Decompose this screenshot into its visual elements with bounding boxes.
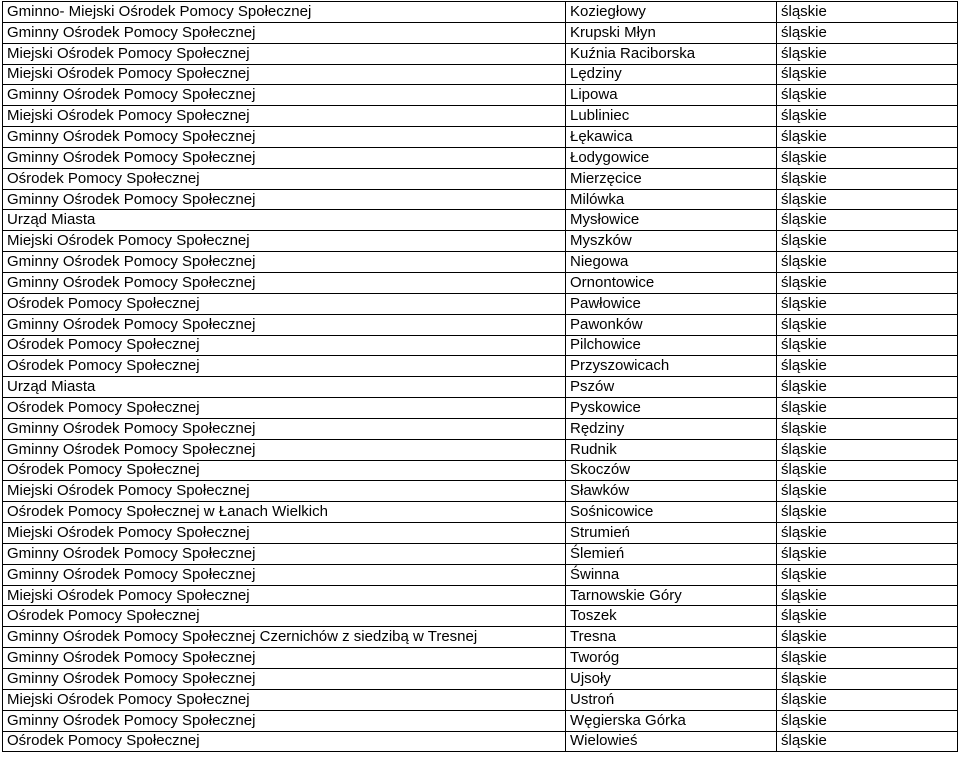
municipality-cell: Toszek [566,606,777,627]
table-row [3,210,958,231]
municipality-cell: Świnna [566,564,777,585]
table-row [3,85,958,106]
institution-name-cell: Gminny Ośrodek Pomocy Społecznej [3,85,566,106]
institution-name-cell: Gminny Ośrodek Pomocy Społecznej [3,439,566,460]
voivodeship-cell: śląskie [777,606,958,627]
voivodeship-cell: śląskie [777,272,958,293]
table-row [3,106,958,127]
voivodeship-cell: śląskie [777,64,958,85]
voivodeship-cell: śląskie [777,314,958,335]
voivodeship-cell: śląskie [777,731,958,752]
voivodeship-cell: śląskie [777,689,958,710]
institution-name-cell: Miejski Ośrodek Pomocy Społecznej [3,231,566,252]
table-body [3,2,958,752]
municipality-cell: Węgierska Górka [566,710,777,731]
municipality-cell: Lędziny [566,64,777,85]
institution-name-cell: Gminno- Miejski Ośrodek Pomocy Społecznej [3,2,566,23]
table-row [3,22,958,43]
institution-name-cell: Miejski Ośrodek Pomocy Społecznej [3,106,566,127]
table-row [3,64,958,85]
municipality-cell: Myszków [566,231,777,252]
voivodeship-cell: śląskie [777,460,958,481]
municipality-cell: Ślemień [566,543,777,564]
institution-name-cell: Miejski Ośrodek Pomocy Społecznej [3,585,566,606]
institution-name-cell: Ośrodek Pomocy Społecznej [3,293,566,314]
table-row [3,335,958,356]
voivodeship-cell: śląskie [777,627,958,648]
municipality-cell: Strumień [566,523,777,544]
table-row [3,627,958,648]
table-row [3,231,958,252]
table-row [3,293,958,314]
voivodeship-cell: śląskie [777,106,958,127]
municipality-cell: Sośnicowice [566,502,777,523]
municipality-cell: Ustroń [566,689,777,710]
institution-name-cell: Gminny Ośrodek Pomocy Społecznej [3,189,566,210]
institution-name-cell: Ośrodek Pomocy Społecznej [3,168,566,189]
municipality-cell: Lubliniec [566,106,777,127]
table-row [3,669,958,690]
voivodeship-cell: śląskie [777,85,958,106]
table-row [3,731,958,752]
institution-name-cell: Gminny Ośrodek Pomocy Społecznej [3,543,566,564]
table-row [3,418,958,439]
voivodeship-cell: śląskie [777,168,958,189]
voivodeship-cell: śląskie [777,231,958,252]
institution-name-cell: Gminny Ośrodek Pomocy Społecznej [3,710,566,731]
table-row [3,2,958,23]
voivodeship-cell: śląskie [777,252,958,273]
institution-name-cell: Gminny Ośrodek Pomocy Społecznej Czernichów z siedzibą w Tresnej [3,627,566,648]
table-row [3,377,958,398]
institution-name-cell: Ośrodek Pomocy Społecznej [3,335,566,356]
table-row [3,189,958,210]
table-row [3,168,958,189]
institutions-table [2,1,958,752]
institution-name-cell: Gminny Ośrodek Pomocy Społecznej [3,147,566,168]
institution-name-cell: Ośrodek Pomocy Społecznej [3,398,566,419]
table-row [3,543,958,564]
municipality-cell: Ujsoły [566,669,777,690]
voivodeship-cell: śląskie [777,418,958,439]
municipality-cell: Łękawica [566,127,777,148]
voivodeship-cell: śląskie [777,127,958,148]
voivodeship-cell: śląskie [777,585,958,606]
table-row [3,127,958,148]
municipality-cell: Milówka [566,189,777,210]
institution-name-cell: Gminny Ośrodek Pomocy Społecznej [3,22,566,43]
table-row [3,398,958,419]
voivodeship-cell: śląskie [777,648,958,669]
voivodeship-cell: śląskie [777,22,958,43]
municipality-cell: Pawłowice [566,293,777,314]
institution-name-cell: Gminny Ośrodek Pomocy Społecznej [3,669,566,690]
institution-name-cell: Gminny Ośrodek Pomocy Społecznej [3,314,566,335]
voivodeship-cell: śląskie [777,147,958,168]
voivodeship-cell: śląskie [777,189,958,210]
institution-name-cell: Gminny Ośrodek Pomocy Społecznej [3,127,566,148]
voivodeship-cell: śląskie [777,356,958,377]
institution-name-cell: Ośrodek Pomocy Społecznej w Łanach Wielkich [3,502,566,523]
table-row [3,710,958,731]
voivodeship-cell: śląskie [777,669,958,690]
voivodeship-cell: śląskie [777,2,958,23]
institution-name-cell: Ośrodek Pomocy Społecznej [3,606,566,627]
table-row [3,585,958,606]
voivodeship-cell: śląskie [777,543,958,564]
institution-name-cell: Ośrodek Pomocy Społecznej [3,356,566,377]
voivodeship-cell: śląskie [777,398,958,419]
institution-name-cell: Gminny Ośrodek Pomocy Społecznej [3,648,566,669]
institution-name-cell: Urząd Miasta [3,210,566,231]
voivodeship-cell: śląskie [777,564,958,585]
table-row [3,252,958,273]
municipality-cell: Pyskowice [566,398,777,419]
voivodeship-cell: śląskie [777,210,958,231]
voivodeship-cell: śląskie [777,481,958,502]
municipality-cell: Sławków [566,481,777,502]
municipality-cell: Kuźnia Raciborska [566,43,777,64]
voivodeship-cell: śląskie [777,710,958,731]
municipality-cell: Pilchowice [566,335,777,356]
municipality-cell: Tworóg [566,648,777,669]
municipality-cell: Tarnowskie Góry [566,585,777,606]
table-row [3,272,958,293]
voivodeship-cell: śląskie [777,335,958,356]
institution-name-cell: Ośrodek Pomocy Społecznej [3,460,566,481]
institution-name-cell: Gminny Ośrodek Pomocy Społecznej [3,418,566,439]
table-row [3,481,958,502]
institution-name-cell: Miejski Ośrodek Pomocy Społecznej [3,689,566,710]
table-row [3,523,958,544]
municipality-cell: Skoczów [566,460,777,481]
voivodeship-cell: śląskie [777,43,958,64]
table-row [3,43,958,64]
institution-name-cell: Urząd Miasta [3,377,566,398]
institution-name-cell: Miejski Ośrodek Pomocy Społecznej [3,64,566,85]
table-row [3,564,958,585]
municipality-cell: Rędziny [566,418,777,439]
table-row [3,314,958,335]
institution-name-cell: Gminny Ośrodek Pomocy Społecznej [3,252,566,273]
table-row [3,689,958,710]
municipality-cell: Pszów [566,377,777,398]
table-row [3,606,958,627]
municipality-cell: Krupski Młyn [566,22,777,43]
voivodeship-cell: śląskie [777,523,958,544]
table-row [3,147,958,168]
municipality-cell: Lipowa [566,85,777,106]
institution-name-cell: Miejski Ośrodek Pomocy Społecznej [3,523,566,544]
voivodeship-cell: śląskie [777,502,958,523]
municipality-cell: Łodygowice [566,147,777,168]
table-row [3,356,958,377]
municipality-cell: Mysłowice [566,210,777,231]
voivodeship-cell: śląskie [777,377,958,398]
institution-name-cell: Gminny Ośrodek Pomocy Społecznej [3,272,566,293]
institution-name-cell: Ośrodek Pomocy Społecznej [3,731,566,752]
table-row [3,648,958,669]
institution-name-cell: Gminny Ośrodek Pomocy Społecznej [3,564,566,585]
voivodeship-cell: śląskie [777,439,958,460]
municipality-cell: Niegowa [566,252,777,273]
table-row [3,502,958,523]
municipality-cell: Wielowieś [566,731,777,752]
municipality-cell: Ornontowice [566,272,777,293]
institution-name-cell: Miejski Ośrodek Pomocy Społecznej [3,481,566,502]
table-row [3,439,958,460]
municipality-cell: Mierzęcice [566,168,777,189]
table-row [3,460,958,481]
municipality-cell: Koziegłowy [566,2,777,23]
municipality-cell: Przyszowicach [566,356,777,377]
institution-name-cell: Miejski Ośrodek Pomocy Społecznej [3,43,566,64]
voivodeship-cell: śląskie [777,293,958,314]
municipality-cell: Rudnik [566,439,777,460]
municipality-cell: Tresna [566,627,777,648]
municipality-cell: Pawonków [566,314,777,335]
